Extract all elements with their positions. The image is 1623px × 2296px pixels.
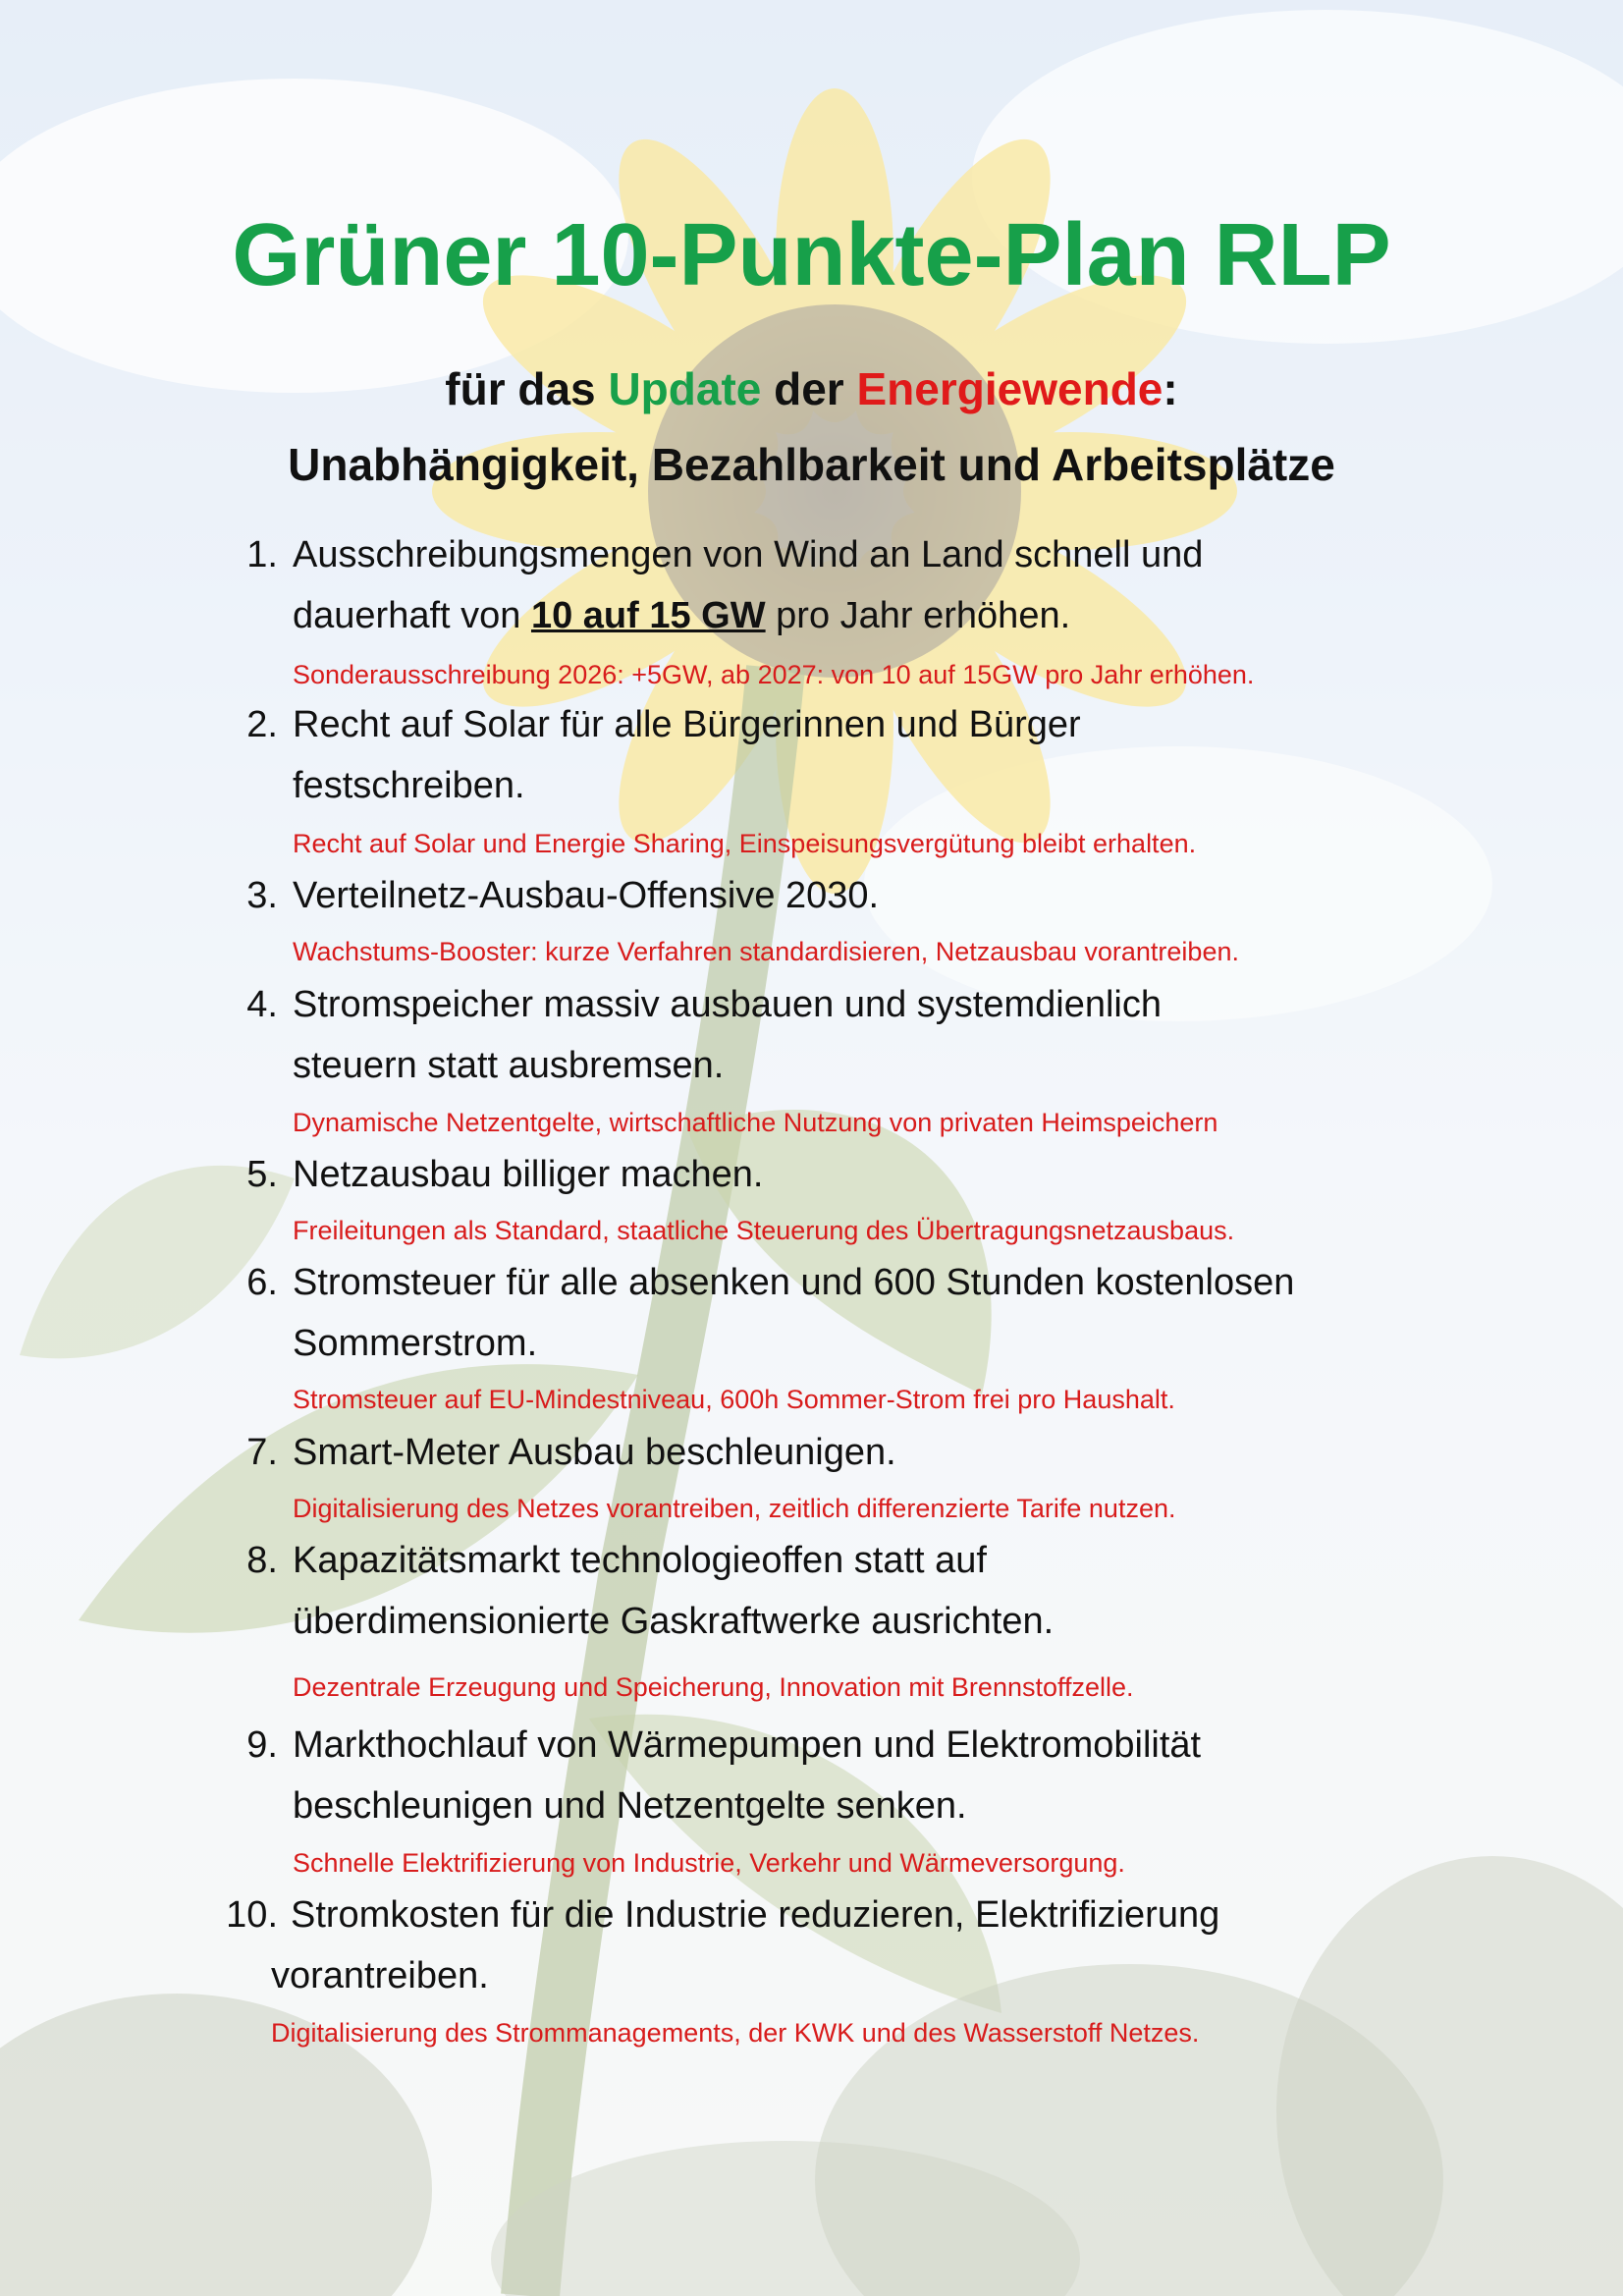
item-note: Recht auf Solar und Energie Sharing, Einspeisungsvergütung bleibt erhalten.: [293, 829, 1197, 858]
item-note: Freileitungen als Standard, staatliche Steuerung des Übertragungsnetzausbaus.: [293, 1216, 1235, 1245]
item-note: Stromsteuer auf EU-Mindestniveau, 600h Sommer-Strom frei pro Haushalt.: [293, 1385, 1175, 1414]
subtitle-text-a: für das: [445, 363, 609, 414]
item-note: Sonderausschreibung 2026: +5GW, ab 2027: von 10 auf 15GW pro Jahr erhöhen.: [293, 660, 1255, 689]
subtitle-highlight-update: Update: [608, 363, 762, 414]
item-text-pre: dauerhaft von: [293, 595, 531, 636]
item-text-highlight: 10 auf 15 GW: [530, 595, 766, 636]
item-note: Digitalisierung des Strommanagements, der KWK und des Wasserstoff Netzes.: [271, 2018, 1200, 2048]
item-text-line-1: Kapazitätsmarkt technologieoffen statt auf: [293, 1540, 987, 1581]
item-text-line-2: beschleunigen und Netzentgelte senken.: [293, 1785, 967, 1827]
item-text-line-2: vorantreiben.: [271, 1955, 489, 1996]
item-number: 6.: [246, 1262, 278, 1303]
subtitle-text-b: der: [761, 363, 857, 414]
item-note: Schnelle Elektrifizierung von Industrie, Verkehr und Wärmeversorgung.: [293, 1848, 1125, 1878]
item-text-line-2: Sommerstrom.: [293, 1323, 538, 1364]
subtitle-line-1: [0, 359, 1623, 418]
subtitle-highlight-energiewende: Energiewende: [856, 363, 1163, 414]
item-text-line-1: Recht auf Solar für alle Bürgerinnen und Bürger: [293, 704, 1081, 745]
item-number: 3.: [246, 875, 278, 916]
item-number: 2.: [246, 704, 278, 745]
item-text-line-2: überdimensionierte Gaskraftwerke ausrichten.: [293, 1601, 1055, 1642]
item-note: Dezentrale Erzeugung und Speicherung, Innovation mit Brennstoffzelle.: [293, 1672, 1134, 1702]
item-text-line-1: Markthochlauf von Wärmepumpen und Elektromobilität: [293, 1724, 1202, 1766]
item-number: 4.: [246, 984, 278, 1025]
item-note: Wachstums-Booster: kurze Verfahren standardisieren, Netzausbau vorantreiben.: [293, 937, 1239, 966]
item-text-line-2: steuern statt ausbremsen.: [293, 1045, 725, 1086]
subtitle-text-c: :: [1163, 363, 1178, 414]
item-text-line-1: Verteilnetz-Ausbau-Offensive 2030.: [293, 875, 880, 916]
item-text-line-1: Stromsteuer für alle absenken und 600 Stunden kostenlosen: [293, 1262, 1295, 1303]
item-number: 1.: [246, 534, 278, 575]
item-number: 5.: [246, 1154, 278, 1195]
item-note: Dynamische Netzentgelte, wirtschaftliche Nutzung von privaten Heimspeichern: [293, 1108, 1218, 1137]
item-text-line-2: festschreiben.: [293, 765, 525, 806]
page-title: Grüner 10-Punkte-Plan RLP: [232, 206, 1391, 304]
subtitle-line-2: Unabhängigkeit, Bezahlbarkeit und Arbeitsplätze: [288, 439, 1335, 490]
item-number: 10.: [226, 1894, 278, 1936]
item-text-line-1: Ausschreibungsmengen von Wind an Land schnell und: [293, 534, 1204, 575]
item-text-line-1: Stromspeicher massiv ausbauen und systemdienlich: [293, 984, 1162, 1025]
item-text-line-2: [293, 585, 1070, 646]
item-number: 8.: [246, 1540, 278, 1581]
item-note: Digitalisierung des Netzes vorantreiben, zeitlich differenzierte Tarife nutzen.: [293, 1494, 1176, 1523]
item-text-line-1: Stromkosten für die Industrie reduzieren, Elektrifizierung: [291, 1894, 1220, 1936]
item-number: 9.: [246, 1724, 278, 1766]
item-number: 7.: [246, 1432, 278, 1473]
item-text-line-1: Netzausbau billiger machen.: [293, 1154, 764, 1195]
item-text-line-1: Smart-Meter Ausbau beschleunigen.: [293, 1432, 896, 1473]
item-text-post: pro Jahr erhöhen.: [765, 595, 1071, 636]
